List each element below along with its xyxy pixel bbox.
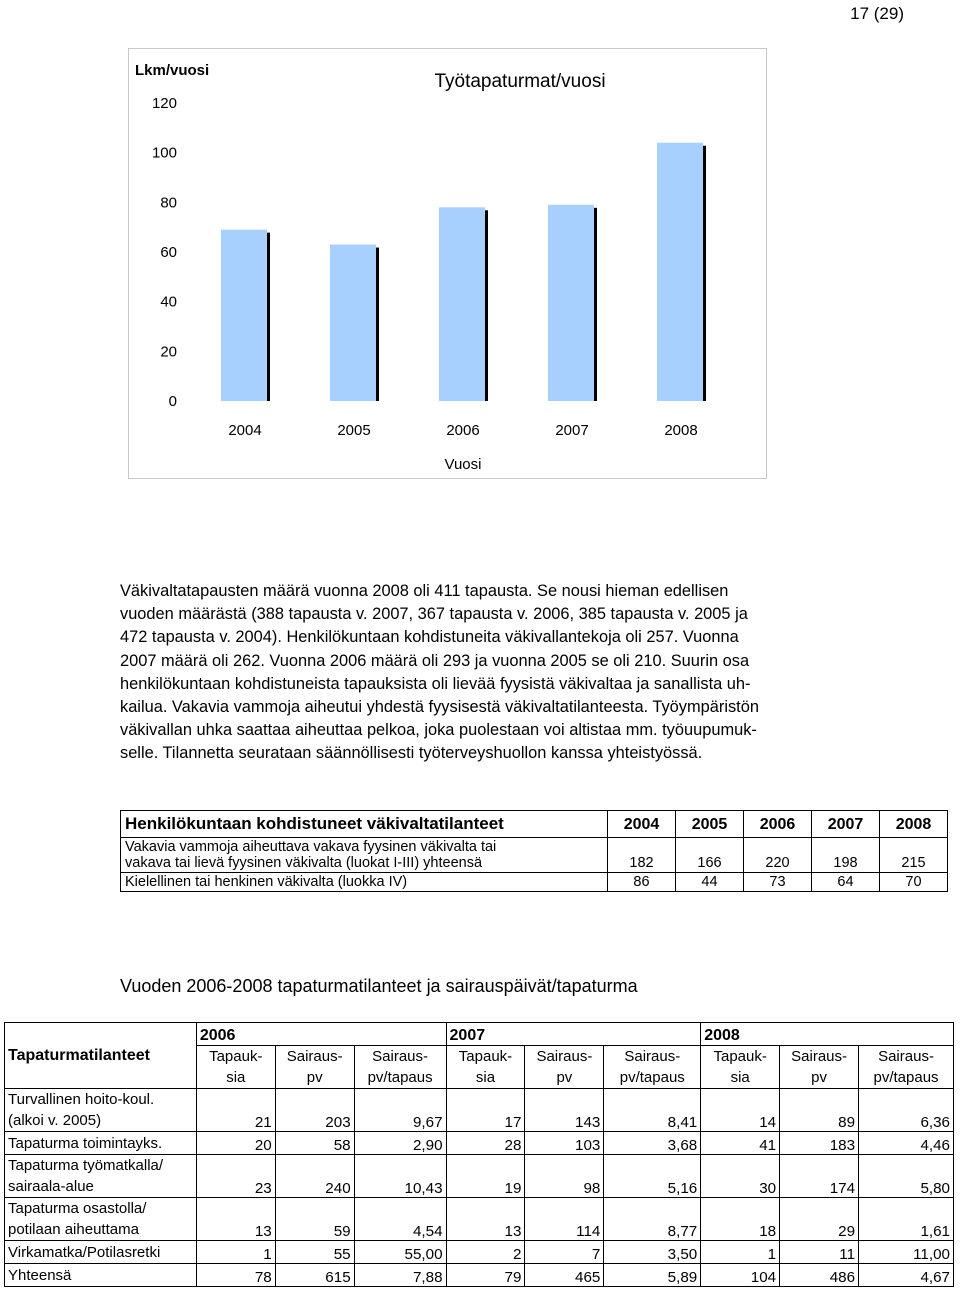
bar: [548, 205, 594, 401]
table-cell: 2,90: [354, 1132, 446, 1155]
table-cell: 10,43: [354, 1155, 446, 1198]
subheader-line: sia: [475, 1069, 496, 1086]
column-subheader: [196, 1046, 275, 1089]
table-cell: 1,61: [859, 1198, 954, 1241]
year-header: 2004: [608, 811, 676, 838]
y-tick-label: 60: [160, 244, 177, 261]
table-cell: 8,41: [604, 1089, 701, 1132]
bar: [330, 245, 376, 401]
subheader-line: Sairaus-: [286, 1048, 343, 1065]
paragraph-line: 2007 määrä oli 262. Vuonna 2006 määrä oli 293 ja vuonna 2005 se oli 210. Suurin osa: [120, 651, 750, 670]
paragraph-line: selle. Tilannetta seurataan säännöllisesti työterveyshuollon kanssa yhteistyössä.: [120, 744, 703, 763]
table-cell: 182: [608, 838, 676, 873]
table-row: [121, 838, 948, 873]
y-tick-label: 100: [151, 144, 177, 162]
table-cell: 7: [525, 1241, 604, 1264]
table-cell: 3,50: [604, 1241, 701, 1264]
table-cell: 73: [744, 873, 812, 892]
table-cell: 183: [780, 1132, 859, 1155]
table-cell: 5,80: [859, 1155, 954, 1198]
column-subheader: [780, 1046, 859, 1089]
table-cell: 5,89: [604, 1264, 701, 1287]
row-label-line: Turvallinen hoito-koul.: [8, 1091, 155, 1108]
subheader-line: sia: [730, 1069, 750, 1086]
table-cell: 13: [446, 1198, 525, 1241]
paragraph-line: henkilökuntaan kohdistuneista tapauksista oli lievää fyysistä väkivaltaa ja sanallista uh-: [120, 674, 751, 693]
table-cell: 89: [780, 1089, 859, 1132]
row-label: [5, 1089, 197, 1132]
subheader-line: pv/tapaus: [619, 1069, 685, 1086]
subheader-line: pv: [556, 1069, 573, 1086]
row-label-line: sairaala-alue: [8, 1178, 94, 1195]
page-number: 17 (29): [850, 4, 904, 23]
body-paragraph: [120, 580, 920, 766]
column-subheader: [859, 1046, 954, 1089]
table-row: [5, 1132, 954, 1155]
row-label: Kielellinen tai henkinen väkivalta (luokka IV): [121, 873, 608, 892]
table-cell: 8,77: [604, 1198, 701, 1241]
row-label-line: Tapaturma osastolla/: [8, 1200, 147, 1217]
table-cell: 30: [701, 1155, 780, 1198]
table-cell: 79: [446, 1264, 525, 1287]
table-cell: 198: [812, 838, 880, 873]
row-label-line: Virkamatka/Potilasretki: [8, 1244, 161, 1261]
table-cell: 11: [780, 1241, 859, 1264]
table-cell: 21: [196, 1089, 275, 1132]
chart-canvas: [129, 49, 768, 480]
table-cell: 4,46: [859, 1132, 954, 1155]
year-header: 2008: [880, 811, 948, 838]
row-label-line: Vakavia vammoja aiheuttava vakava fyysinen väkivalta tai: [125, 839, 497, 855]
subheader-line: Tapauk-: [458, 1048, 513, 1065]
table-row: [5, 1198, 954, 1241]
row-label: [5, 1198, 197, 1241]
table-cell: 220: [744, 838, 812, 873]
year-header: 2007: [446, 1023, 701, 1046]
table-cell: 5,16: [604, 1155, 701, 1198]
table-cell: 59: [275, 1198, 354, 1241]
table-cell: 1: [196, 1241, 275, 1264]
y-tick-label: 20: [160, 343, 177, 361]
subheader-line: Tapauk-: [209, 1048, 263, 1065]
year-header: 2006: [744, 811, 812, 838]
year-header: 2008: [701, 1023, 954, 1046]
table-cell: 203: [275, 1089, 354, 1132]
paragraph-line: Väkivaltatapausten määrä vuonna 2008 oli 411 tapausta. Se nousi hieman edellisen: [120, 582, 729, 600]
table-cell: 19: [446, 1155, 525, 1198]
accident-table-caption: Vuoden 2006-2008 tapaturmatilanteet ja sairauspäivät/tapaturma: [120, 976, 638, 996]
x-tick-label: 2004: [228, 422, 262, 439]
table-cell: 58: [275, 1132, 354, 1155]
x-axis-label: Vuosi: [444, 456, 482, 473]
bar: [439, 207, 485, 401]
bar: [657, 143, 703, 401]
table-cell: 174: [780, 1155, 859, 1198]
table-cell: 13: [196, 1198, 275, 1241]
y-tick-label: 120: [151, 95, 177, 112]
subheader-line: Sairaus-: [791, 1048, 847, 1065]
subheader-line: Sairaus-: [878, 1048, 934, 1065]
table-cell: 9,67: [354, 1089, 446, 1132]
chart-title: Työtapaturmat/vuosi: [434, 71, 606, 92]
table-cell: 3,68: [604, 1132, 701, 1155]
paragraph-line: 472 tapausta v. 2004). Henkilökuntaan kohdistuneita väkivallantekoja oli 257. Vuonna: [120, 628, 739, 647]
table-cell: 86: [608, 873, 676, 892]
table-cell: 14: [701, 1089, 780, 1132]
row-label-line: potilaan aiheuttama: [8, 1221, 139, 1238]
violence-table: [120, 810, 948, 892]
table-cell: 103: [525, 1132, 604, 1155]
column-subheader: [604, 1046, 701, 1089]
y-tick-label: 80: [160, 194, 177, 212]
column-subheader: [354, 1046, 446, 1089]
column-subheader: [525, 1046, 604, 1089]
table-cell: 1: [701, 1241, 780, 1264]
subheader-line: pv: [306, 1069, 323, 1086]
table-row: [121, 873, 948, 892]
bar: [221, 230, 267, 401]
table-cell: 465: [525, 1264, 604, 1287]
table-cell: 41: [701, 1132, 780, 1155]
table-cell: 55,00: [354, 1241, 446, 1264]
table-cell: 143: [525, 1089, 604, 1132]
table-cell: 20: [196, 1132, 275, 1155]
year-header: 2006: [196, 1023, 446, 1046]
table-cell: 64: [812, 873, 880, 892]
table-cell: 4,54: [354, 1198, 446, 1241]
table-cell: 104: [701, 1264, 780, 1287]
table-cell: 70: [880, 873, 948, 892]
table-cell: 166: [676, 838, 744, 873]
row-label-line: Tapaturma työmatkalla/: [8, 1157, 164, 1174]
table-cell: 2: [446, 1241, 525, 1264]
bar-chart: [128, 48, 767, 479]
y-tick-label: 40: [160, 293, 177, 311]
paragraph-line: väkivallan uhka saattaa aiheuttaa pelkoa, joka puolestaan voi altistaa mm. työuupumuk-: [120, 721, 757, 740]
column-subheader: [446, 1046, 525, 1089]
row-label-line: (alkoi v. 2005): [8, 1112, 102, 1129]
subheader-line: pv/tapaus: [873, 1069, 939, 1086]
accident-year-row: [5, 1023, 954, 1046]
y-axis-label: Lkm/vuosi: [135, 62, 210, 79]
column-subheader: [701, 1046, 780, 1089]
year-header: 2007: [812, 811, 880, 838]
subheader-line: Sairaus-: [536, 1048, 593, 1065]
table-cell: 615: [275, 1264, 354, 1287]
row-label-line: Yhteensä: [8, 1267, 72, 1284]
row-label-line: vakava tai lievä fyysinen väkivalta (luokat I-III) yhteensä: [125, 855, 483, 871]
row-label: [5, 1132, 197, 1155]
table-cell: 18: [701, 1198, 780, 1241]
table-cell: 78: [196, 1264, 275, 1287]
row-label: [121, 838, 608, 873]
y-tick-label: 0: [168, 393, 177, 410]
table-cell: 98: [525, 1155, 604, 1198]
table-row: [5, 1155, 954, 1198]
subheader-line: pv/tapaus: [367, 1069, 433, 1086]
paragraph-line: vuoden määrästä (388 tapausta v. 2007, 367 tapausta v. 2006, 385 tapausta v. 2005 ja: [120, 605, 748, 624]
table-row: [5, 1264, 954, 1287]
x-tick-label: 2008: [664, 422, 698, 439]
table-cell: 44: [676, 873, 744, 892]
subheader-line: Sairaus-: [624, 1048, 681, 1065]
violence-table-header: [121, 811, 948, 838]
table-row: [5, 1241, 954, 1264]
x-tick-label: 2007: [555, 422, 589, 439]
table-cell: 11,00: [859, 1241, 954, 1264]
accident-table: [4, 1022, 954, 1287]
x-tick-label: 2006: [446, 422, 480, 439]
table-cell: 28: [446, 1132, 525, 1155]
violence-table-title: Henkilökuntaan kohdistuneet väkivaltatilanteet: [121, 811, 608, 838]
table-cell: 215: [880, 838, 948, 873]
year-header: 2005: [676, 811, 744, 838]
table-cell: 7,88: [354, 1264, 446, 1287]
subheader-line: Tapauk-: [713, 1048, 767, 1065]
table-cell: 6,36: [859, 1089, 954, 1132]
x-tick-label: 2005: [337, 422, 371, 439]
table-row: [5, 1089, 954, 1132]
subheader-line: pv: [811, 1069, 827, 1086]
row-label: [5, 1241, 197, 1264]
row-label: [5, 1155, 197, 1198]
row-label-line: Tapaturma toimintayks.: [8, 1135, 163, 1152]
table-cell: 240: [275, 1155, 354, 1198]
paragraph-line: kailua. Vakavia vammoja aiheutui yhdestä fyysisestä väkivaltatilanteesta. Työympäristön: [120, 698, 759, 717]
table-cell: 114: [525, 1198, 604, 1241]
table-cell: 23: [196, 1155, 275, 1198]
table-cell: 486: [780, 1264, 859, 1287]
subheader-line: sia: [226, 1069, 246, 1086]
table-cell: 29: [780, 1198, 859, 1241]
row-label: [5, 1264, 197, 1287]
subheader-line: Sairaus-: [372, 1048, 429, 1065]
column-subheader: [275, 1046, 354, 1089]
accident-header-label: Tapaturmatilanteet: [5, 1023, 197, 1089]
table-cell: 4,67: [859, 1264, 954, 1287]
table-cell: 17: [446, 1089, 525, 1132]
table-cell: 55: [275, 1241, 354, 1264]
